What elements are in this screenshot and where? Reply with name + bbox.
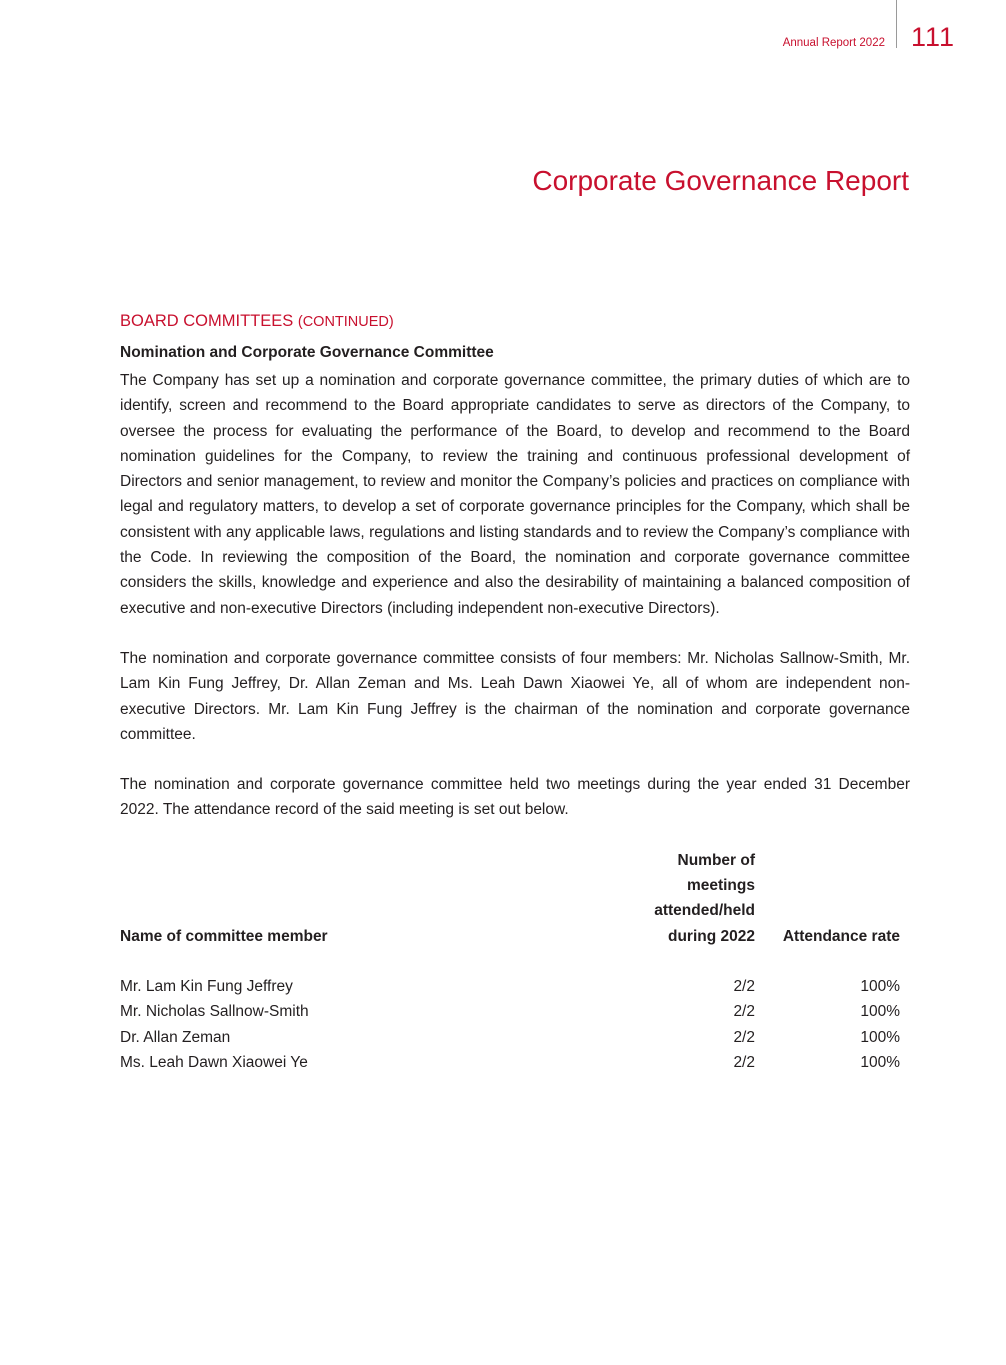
member-rate: 100% <box>860 1028 900 1046</box>
member-name: Dr. Allan Zeman <box>120 1028 231 1046</box>
member-meetings: 2/2 <box>733 977 755 995</box>
table-spacer <box>120 949 900 974</box>
member-meetings: 2/2 <box>733 1053 755 1071</box>
member-meetings: 2/2 <box>733 1028 755 1046</box>
page-title: Corporate Governance Report <box>532 165 909 196</box>
member-name: Mr. Nicholas Sallnow-Smith <box>120 1003 309 1021</box>
member-name: Mr. Lam Kin Fung Jeffrey <box>120 977 293 995</box>
section-heading-text: BOARD COMMITTEES <box>120 312 294 330</box>
table-row <box>120 1025 900 1050</box>
member-rate: 100% <box>860 977 900 995</box>
main-content <box>120 310 910 1075</box>
header-meetings-line: meetings <box>686 877 755 895</box>
paragraph-duties: The Company has set up a nomination and corporate governance committee, the primary duties of which are to identify, screen and recommend to the Board appropriate candidates to serve as directors of the Company, to oversee the process for evaluating the performance of the Board, to develop and recommend to the Board nomination guidelines for the Company, to review the training and continuous professional development of Directors and senior management, to review and monitor the Company’s policies and practices on compliance with legal and regulatory matters, to develop a set of corporate governance principles for the Company, which shall be consistent with any applicable laws, regulations and listing standards and to review the Company’s compliance with the Code. In reviewing the composition of the Board, the nomination and corporate governance committee considers the skills, knowledge and experience and also the desirability of maintaining a balanced composition of executive and non-executive Directors (including independent non-executive Directors). <box>120 372 910 617</box>
member-name: Ms. Leah Dawn Xiaowei Ye <box>120 1053 308 1071</box>
member-rate: 100% <box>860 1003 900 1021</box>
header-meetings-line: attended/held <box>654 902 755 920</box>
header-name: Name of committee member <box>120 927 328 945</box>
page-number: 111 <box>911 22 956 52</box>
table-row <box>120 974 900 999</box>
page-header <box>0 0 1006 60</box>
member-rate: 100% <box>860 1053 900 1071</box>
report-label: Annual Report 2022 <box>782 37 885 49</box>
header-divider <box>896 0 897 48</box>
table-row <box>120 999 900 1024</box>
header-rate: Attendance rate <box>782 927 900 945</box>
table-row <box>120 1050 900 1075</box>
section-heading-suffix: (CONTINUED) <box>297 314 394 330</box>
header-meetings <box>605 848 755 949</box>
section-heading <box>120 310 910 333</box>
header-meetings-line: Number of <box>677 851 755 869</box>
attendance-table <box>120 848 900 1075</box>
sub-heading: Nomination and Corporate Governance Committee <box>120 344 494 361</box>
member-meetings: 2/2 <box>733 1003 755 1021</box>
table-header-row <box>120 848 900 949</box>
header-meetings-line: during 2022 <box>668 927 755 945</box>
paragraph-meetings: The nomination and corporate governance committee held two meetings during the year ended 31 December 2022. The attendance record of the said meeting is set out below. <box>120 776 910 819</box>
paragraph-members: The nomination and corporate governance committee consists of four members: Mr. Nicholas Sallnow-Smith, Mr. Lam Kin Fung Jeffrey, Dr. Allan Zeman and Ms. Leah Dawn Xiaowei Ye, all of whom are independent non-executive Directors. Mr. Lam Kin Fung Jeffrey is the chairman of the nomination and corporate governance committee. <box>120 649 910 743</box>
